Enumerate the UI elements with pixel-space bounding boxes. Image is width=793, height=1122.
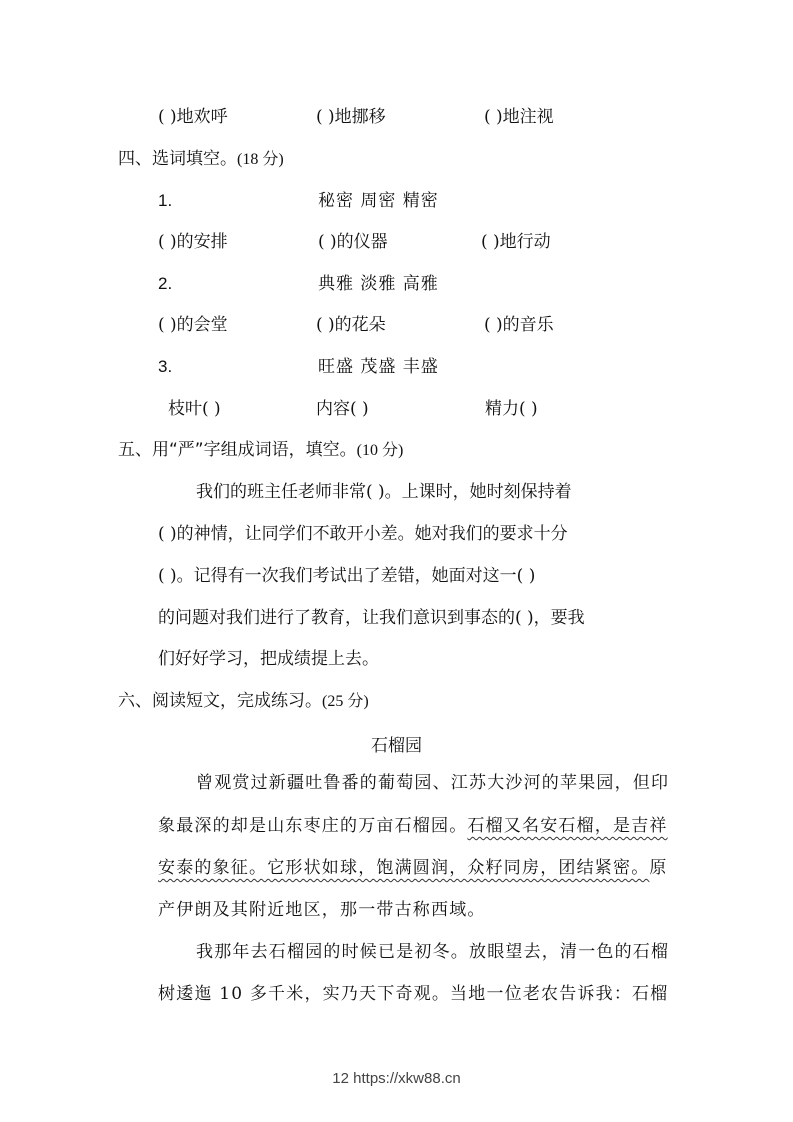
sec5-line-5: 们好好学习，把成绩提上去。 [158,649,379,669]
q1-blank-1: ( )的安排 [158,232,228,252]
sec5-line-1: 我们的班主任老师非常( )。上课时，她时刻保持着 [196,482,572,502]
section-5-title: 五、用“严”字组成词语，填空。 [118,440,357,460]
story-p2-line-1: 我那年去石榴园的时候已是初冬。放眼望去，清一色的石榴 [196,942,670,962]
blank-move: ( )地挪移 [316,107,386,127]
sec5-line-3: ( )。记得有一次我们考试出了差错，她面对这一( ) [158,566,536,586]
q2-blank-3: ( )的音乐 [484,315,554,335]
q3-number: 3. [158,357,173,376]
story-p1-line-1: 曾观赏过新疆吐鲁番的葡萄园、江苏大沙河的苹果园，但印 [196,773,670,793]
story-p1-line-3-plain: 原 [649,858,668,878]
story-p1-line-2 [158,814,668,838]
story-p1-line-2-plain: 象最深的却是山东枣庄的万亩石榴园。 [158,816,468,836]
q2-blank-2: ( )的花朵 [316,315,386,335]
q2-blank-1: ( )的会堂 [158,315,228,335]
section-6-title: 六、阅读短文，完成练习。 [118,691,322,711]
blank-cheer: ( )地欢呼 [158,107,228,127]
section-6-points: (25 分) [322,693,369,710]
q1-word-choices: 秘密 周密 精密 [318,191,439,211]
q1-blank-3: ( )地行动 [481,232,551,252]
section-6-heading [118,689,369,714]
q3-blank-3: 精力( ) [485,399,538,419]
page-footer: 12 https://xkw88.cn [332,1070,461,1087]
section-4-title: 四、选词填空。 [118,149,237,169]
sec5-line-2: ( )的神情，让同学们不敢开小差。她对我们的要求十分 [158,524,568,544]
q3-blank-2: 内容( ) [316,399,369,419]
section-5-points: (10 分) [356,442,404,459]
underlined-sentence-part-1: 石榴又名安石榴，是吉祥 [467,816,668,836]
q3-word-choices: 旺盛 茂盛 丰盛 [318,357,439,377]
section-4-points: (18 分) [237,151,284,168]
underlined-sentence-part-2: 安泰的象征。它形状如球，饱满圆润，众籽同房，团结紧密。 [158,858,650,878]
sec5-line-4: 的问题对我们进行了教育，让我们意识到事态的( )，要我 [158,608,585,628]
q2-number: 2. [158,274,173,293]
section-5-heading [118,438,403,463]
story-p1-line-4: 产伊朗及其附近地区，那一带古称西域。 [158,900,486,920]
q1-blank-2: ( )的仪器 [318,232,388,252]
story-p2-line-2: 树逶迤 10 多千米，实乃天下奇观。当地一位老农告诉我：石榴 [158,984,669,1004]
section-4-heading [118,147,284,172]
q1-number: 1. [158,191,173,210]
q3-blank-1: 枝叶( ) [168,399,221,419]
story-title: 石榴园 [371,736,422,756]
story-p1-line-3 [158,856,668,880]
blank-gaze: ( )地注视 [484,107,554,127]
q2-word-choices: 典雅 淡雅 高雅 [318,274,439,294]
